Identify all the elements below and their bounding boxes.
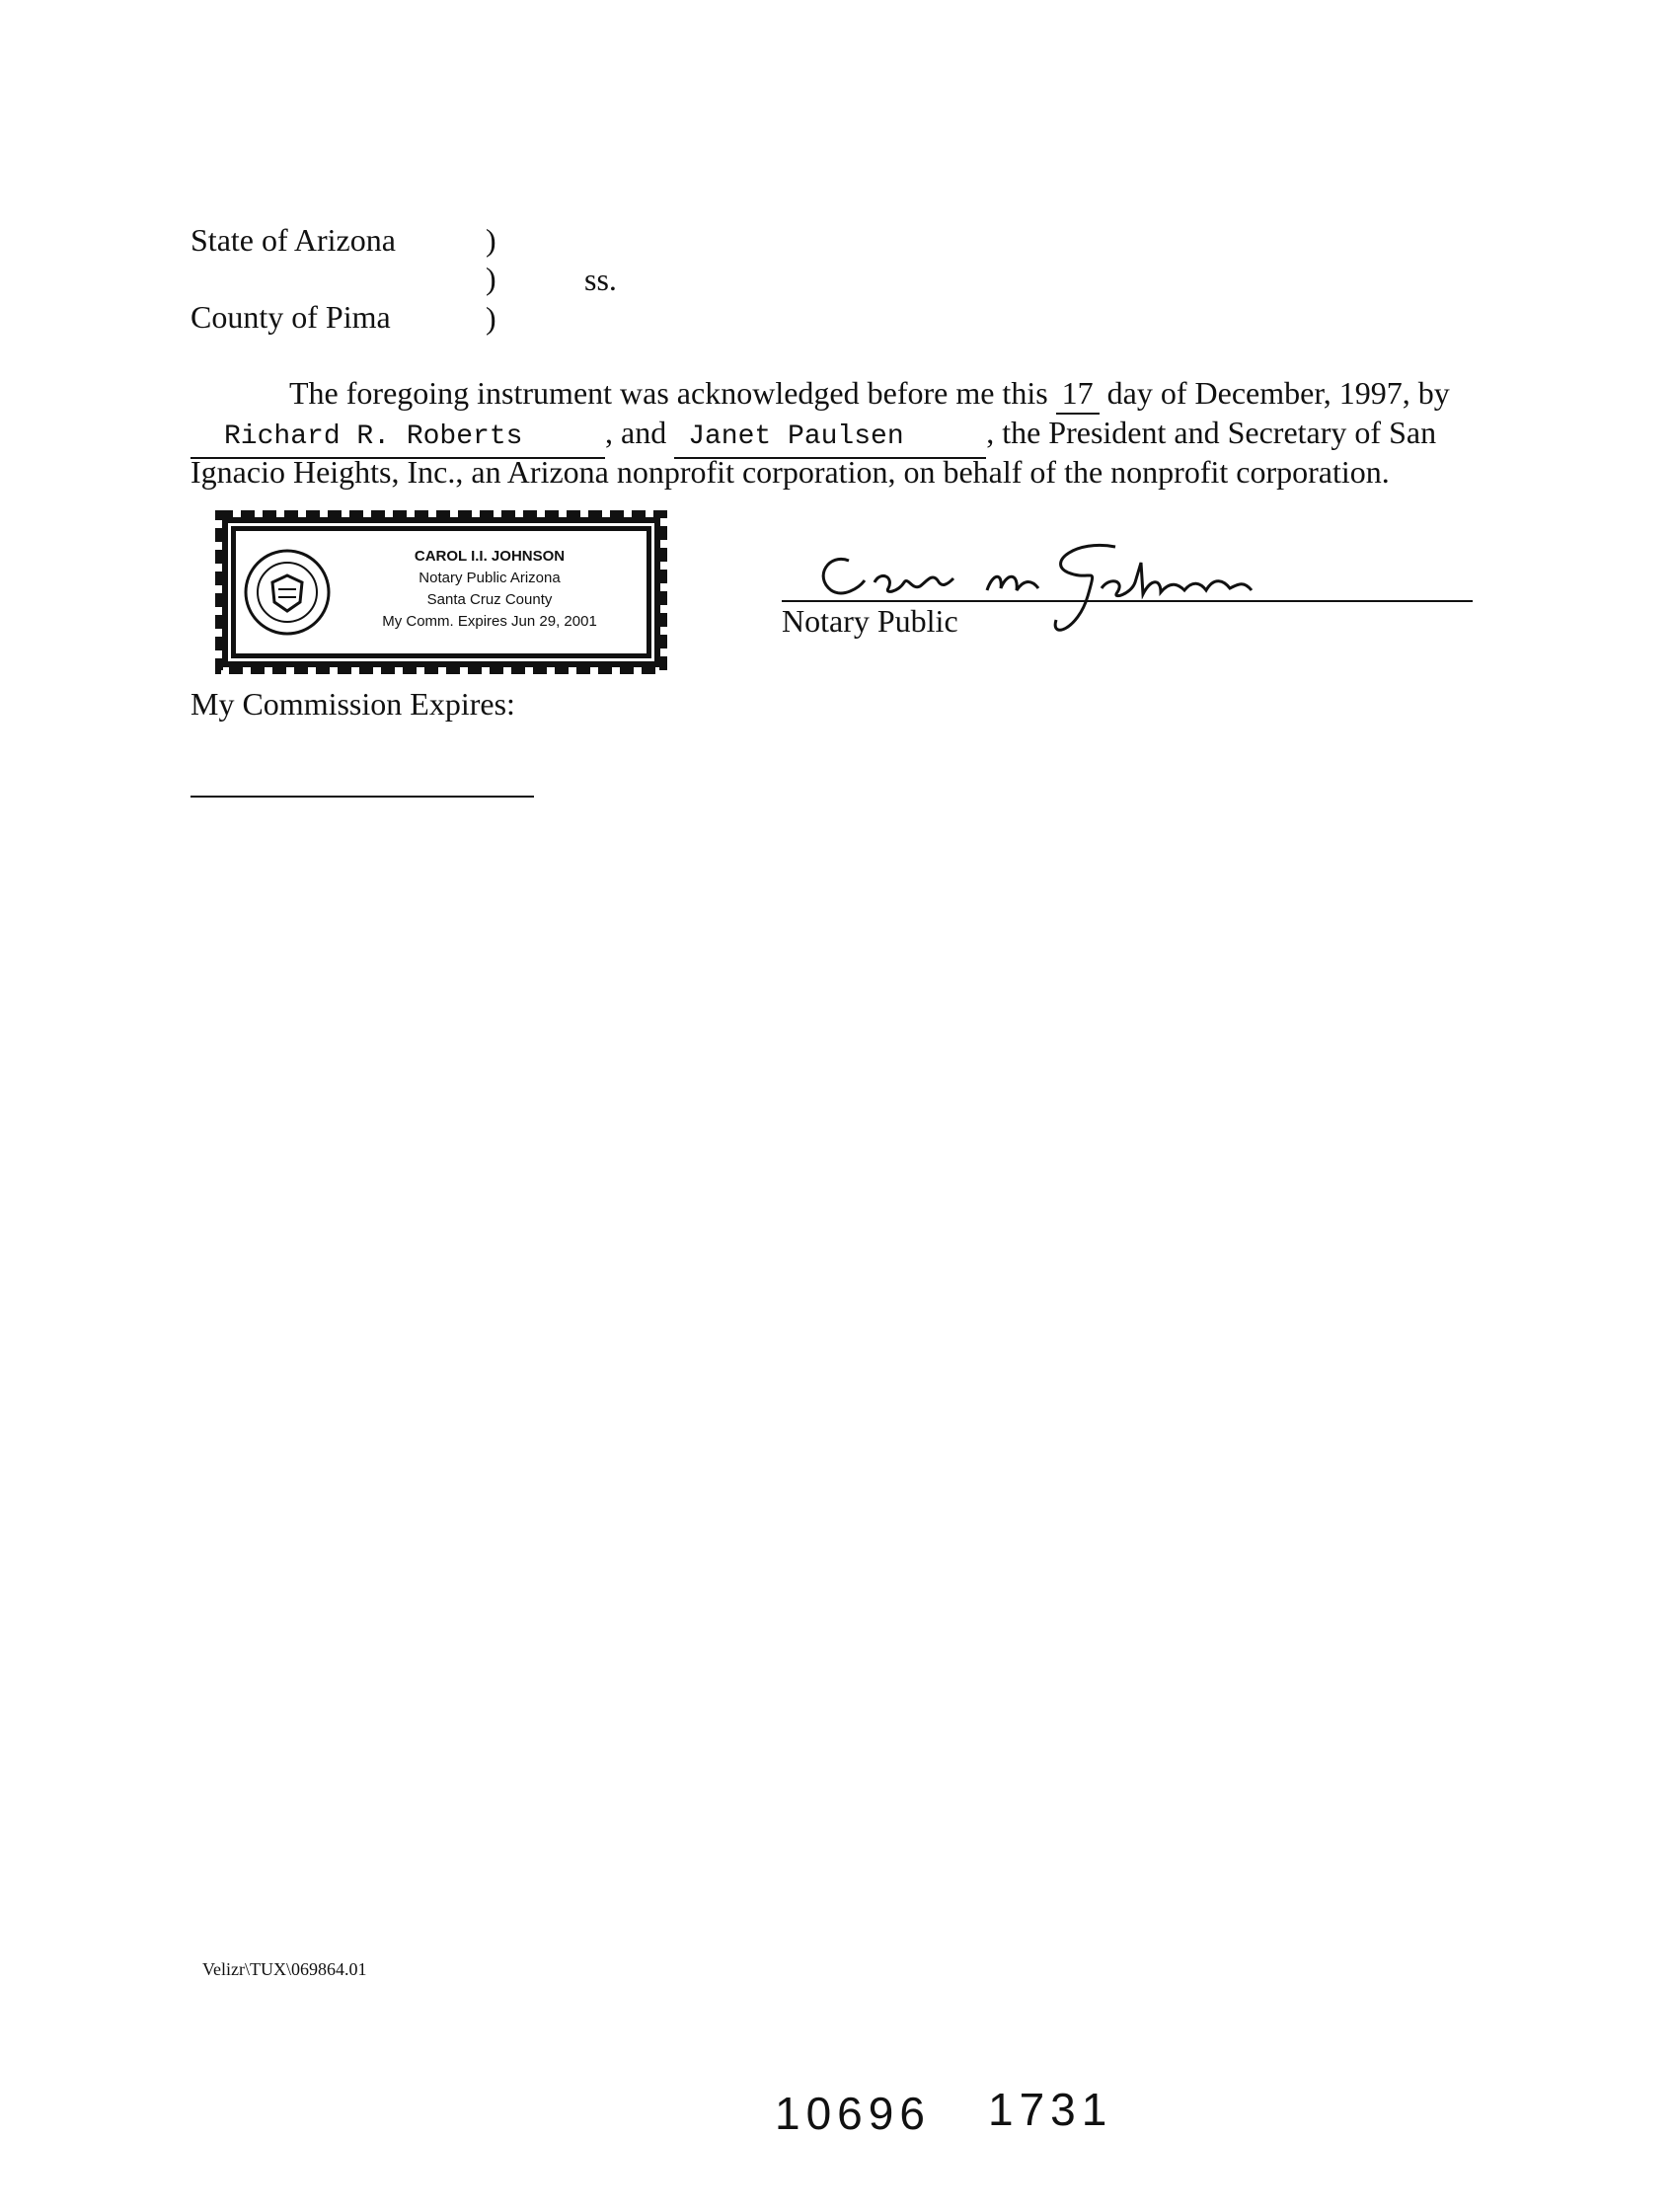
county-label: County of Pima xyxy=(190,299,391,335)
notary-signature xyxy=(782,545,1473,639)
book-number: 10696 xyxy=(775,2088,931,2139)
notary-stamp xyxy=(215,510,667,674)
ack-line-3: Ignacio Heights, Inc., an Arizona nonprofit corporation, on behalf of the nonprofit corporation. xyxy=(190,454,1390,490)
ack-line-2-end: , the President and Secretary of San xyxy=(986,415,1437,450)
ack-day: 17 xyxy=(1056,373,1100,415)
stamp-county: Santa Cruz County xyxy=(426,591,553,608)
ack-line-1 xyxy=(289,373,1450,415)
ack-line-1-text: The foregoing instrument was acknowledged before me this xyxy=(289,375,1048,411)
state-seal-icon xyxy=(243,548,332,637)
state-label: State of Arizona xyxy=(190,222,396,258)
stamp-expires: My Comm. Expires Jun 29, 2001 xyxy=(382,613,597,630)
page-number: 1731 xyxy=(988,2084,1113,2135)
commission-expires-label: My Commission Expires: xyxy=(190,686,515,722)
paren-1: ) xyxy=(486,222,496,258)
ack-and-text: , and xyxy=(605,415,667,450)
notary-public-label: Notary Public xyxy=(782,603,958,639)
ss-label: ss. xyxy=(584,262,617,297)
commission-expires-line xyxy=(190,796,534,798)
signer-1-name: Richard R. Roberts xyxy=(190,418,605,459)
stamp-title: Notary Public Arizona xyxy=(418,570,561,586)
signer-2-name: Janet Paulsen xyxy=(674,418,986,459)
stamp-name: CAROL I.I. JOHNSON xyxy=(414,548,566,565)
paren-3: ) xyxy=(486,300,496,336)
ack-line-1-end: day of December, 1997, by xyxy=(1106,375,1450,411)
paren-2: ) xyxy=(486,261,496,296)
stamp-text-block xyxy=(342,546,638,633)
document-reference: Velizr\TUX\069864.01 xyxy=(202,1959,367,1979)
